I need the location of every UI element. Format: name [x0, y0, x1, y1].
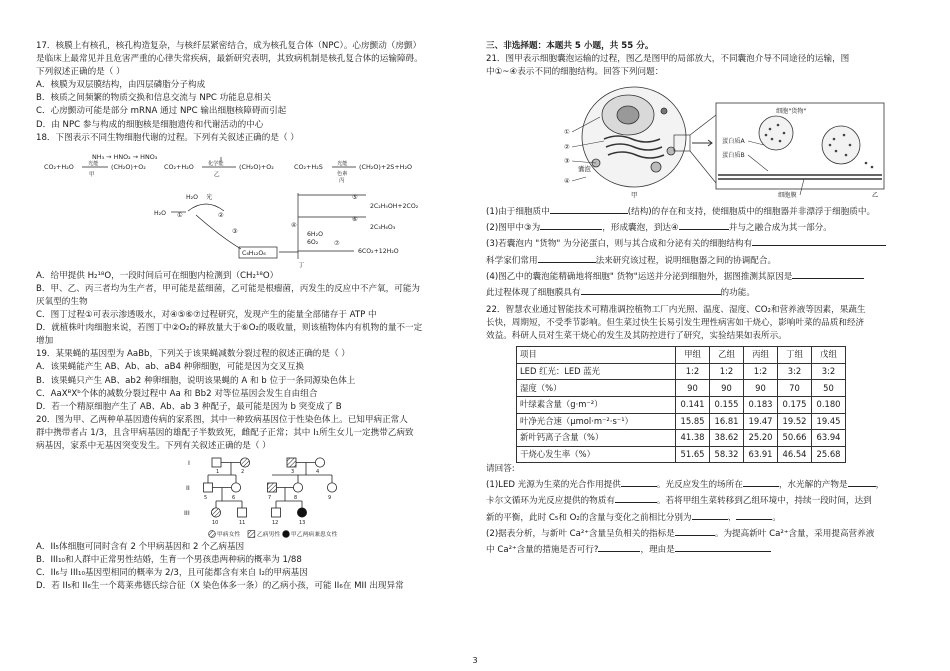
fig-protein-a: 蛋白质A [722, 138, 745, 146]
table-cell: 90 [676, 380, 710, 397]
i2-female [240, 458, 249, 467]
q21-sub3: (3)若囊泡内 "货物" 为分泌蛋白，则与其合成和分泌有关的细胞结构有 [486, 235, 916, 251]
q19-option-d: D．若一个精原细胞产生了 AB、Ab、ab 3 种配子，最可能是因为 b 突变成了 B [36, 401, 342, 412]
eq2-left: CO₂+H₂O [164, 162, 194, 171]
q22-answer-1a[interactable] [621, 476, 657, 487]
fig-cargo-label: 细胞"货物" [776, 108, 807, 116]
i4-female [315, 458, 324, 467]
table-row [517, 396, 846, 413]
svg-text:8: 8 [294, 495, 298, 502]
table-row [517, 430, 846, 447]
table-cell: 1:2 [710, 363, 744, 380]
step-6: ⑥ [352, 215, 358, 223]
table-cell: 19.47 [744, 413, 778, 430]
q22-answer-2a[interactable] [675, 525, 715, 536]
table-cell: 51.65 [676, 446, 710, 463]
section-3-heading: 三、非选择题：本题共 5 小题，共 55 分。 [486, 41, 654, 51]
q22-answer-1e[interactable] [692, 509, 728, 520]
q18-option-b-line2: 厌氧型的生物 [36, 296, 88, 307]
table-cell: 1:2 [676, 363, 710, 380]
q21-sub4: (4)图乙中的囊泡能精确地将细胞" 货物"运送并分泌到细胞外，据图推测其原因是 [486, 268, 916, 284]
iii13-female [297, 508, 306, 517]
table-row [517, 380, 846, 397]
q20-stem-line3: 病基因，家系中无基因突变发生。下列有关叙述正确的是（ ） [36, 440, 271, 451]
q18-option-a: A．给甲提供 H₂¹⁸O，一段时间后可在细胞内检测到（CH₂¹⁸O） [36, 270, 279, 281]
table-header: 丙组 [744, 347, 778, 364]
q19-option-b: B．该果蝇只产生 AB、ab2 种卵细胞，说明该果蝇的 A 和 b 位于一条同源染色体上 [36, 375, 356, 386]
q20-option-d: D．若 II₅和 II₆生一个葛莱弗德氏综合征（X 染色体多一条）的乙病小孩，可能 II₆在 MII 出现异常 [36, 581, 404, 592]
q18-option-b-line1: B．甲、乙、丙三者均为生产者，甲可能是蓝细菌，乙可能是根瘤菌，丙发生的反应中不产氧，可能为 [36, 283, 421, 294]
fig-vesicle-label: 囊泡 [578, 165, 591, 174]
q22-answer-1d[interactable] [615, 492, 657, 503]
q22-sub1-cont: 卡尔文循环为光反应提供的物质有 。若将甲组生菜转移到乙组环境中，持续一段时间，达到 [486, 492, 916, 508]
eq1-bottom: 甲 [89, 171, 95, 178]
q18-metabolism-figure [36, 145, 466, 270]
q21-answer-2a[interactable] [540, 219, 602, 230]
gen-3-label: III [184, 509, 190, 518]
q20-option-a: A．II₅体细胞可同时含有 2 个甲病基因和 2 个乙病基因 [36, 542, 245, 553]
q22-sub1-cont2: 新的平衡，此时 C₅和 O₂的含量与变化之前相比分别为 、 。 [486, 509, 916, 525]
step-4: ④ [291, 221, 297, 229]
q17-option-d: D．由 NPC 参与构成的细胞核是细胞遗传和代谢活动的中心 [36, 119, 264, 130]
q21-answer-4b[interactable] [581, 284, 721, 295]
table-cell: 0.183 [744, 396, 778, 413]
table-row [517, 413, 846, 430]
ii7-male [268, 483, 277, 492]
ding-glucose: C₆H₁₂O₆ [242, 249, 266, 257]
svg-text:9: 9 [328, 495, 332, 502]
legend-3: 甲乙两病兼患女性 [291, 532, 338, 539]
step-1: ① [177, 211, 183, 219]
svg-text:1: 1 [216, 469, 220, 476]
q22-answer-1c[interactable] [848, 476, 876, 487]
q21-stem-line1: 21．图甲表示细胞囊泡运输的过程，图乙是图甲的局部放大，不同囊泡介导不同途径的运输，图 [486, 54, 850, 65]
q21-sub4-cont: 此过程体现了细胞膜具有 的功能。 [486, 284, 916, 300]
table-cell: 0.155 [710, 396, 744, 413]
svg-text:3: 3 [291, 469, 295, 476]
table-cell: 叶净光合速（μmol·m⁻²·s⁻¹） [517, 413, 676, 430]
ii6-female [231, 483, 240, 492]
svg-text:10: 10 [212, 520, 219, 527]
table-row [517, 446, 846, 463]
q22-stem-line2: 长快，周期短，不受季节影响。但生菜过快生长易引发生理性病害如干烧心，影响叶菜的品质和经济 [486, 317, 865, 328]
q22-ask: 请回答: [486, 464, 515, 475]
svg-text:6: 6 [232, 495, 236, 502]
ding-light: 光 [206, 193, 213, 201]
q18-option-c: C．图丁过程①可表示渗透吸水，对④⑤⑥⑦过程研究，发现产生的能量全部储存于 ATP 中 [36, 310, 377, 321]
question-17 [36, 40, 466, 132]
step-2: ② [218, 211, 224, 219]
fig-jia-n3: ③ [564, 157, 570, 166]
ding-h2o-light: H₂O [186, 193, 199, 201]
q22-answer-1f[interactable] [736, 509, 772, 520]
q22-answer-2c[interactable] [675, 541, 771, 552]
q18-option-d-line2: 增加 [36, 336, 54, 347]
q17-stem-line3: 下列叙述正确的是（ ） [36, 67, 125, 78]
fig-yi-label: 乙 [872, 192, 879, 200]
q21-answer-1[interactable] [550, 203, 628, 214]
q21-sub2: (2)图甲中③为 ，形成囊泡，到达④ 并与之融合成为其一部分。 [486, 219, 916, 235]
q21-vesicle-figure [486, 79, 916, 203]
table-cell: 25.20 [744, 430, 778, 447]
svg-text:13: 13 [299, 520, 306, 527]
table-cell: 19.52 [778, 413, 812, 430]
step-7: ⑦ [334, 239, 340, 247]
ding-resp-oxygen: 6O₂ [307, 238, 319, 246]
table-cell: 0.175 [778, 396, 812, 413]
i3-male [287, 458, 296, 467]
table-cell: 63.94 [812, 430, 846, 447]
q22-sub1: (1)LED 光源为生菜的光合作用提供 。光反应发生的场所在 ，水光解的产物是 ， [486, 476, 916, 492]
q21-stem-line2: 中①~④表示不同的细胞结构。回答下列问题： [486, 67, 664, 78]
ii9-female [327, 483, 336, 492]
table-cell: 新叶钙离子含量（%） [517, 430, 676, 447]
table-cell: 3:2 [778, 363, 812, 380]
table-cell: 70 [778, 380, 812, 397]
ii5-male [204, 483, 213, 492]
eq2-right: (CH₂O)+O₂ [239, 162, 274, 171]
q22-answer-1b[interactable] [743, 476, 779, 487]
q19-option-c: C．AaXᴮXᵇ个体的减数分裂过程中 Aa 和 Bb2 对等位基因会发生自由组合 [36, 388, 318, 399]
q21-sub1: (1)由于细胞质中 (结构)的存在和支持，使细胞质中的细胞器并非漂浮于细胞质中。 [486, 203, 916, 219]
q20-option-c: C．II₆与 III₁₀基因型相同的概率为 2/3，且可能都含有来自 I₂的甲病基因 [36, 568, 308, 579]
table-cell: 1:2 [744, 363, 778, 380]
table-cell: 46.54 [778, 446, 812, 463]
ding-label: 丁 [298, 261, 305, 269]
table-cell: 58.32 [710, 446, 744, 463]
question-21 [486, 53, 916, 300]
table-cell: 50 [812, 380, 846, 397]
question-19 [36, 348, 466, 413]
q20-pedigree-figure [36, 453, 466, 541]
page-number: 3 [472, 656, 478, 665]
q22-answer-2b[interactable] [598, 541, 640, 552]
q21-answer-3b[interactable] [538, 252, 596, 263]
eq1-right: (CH₂O)+O₂ [111, 162, 146, 171]
q21-answer-4a[interactable] [792, 268, 864, 279]
table-cell: 41.38 [676, 430, 710, 447]
table-cell: 15.85 [676, 413, 710, 430]
table-cell: 3:2 [812, 363, 846, 380]
q20-stem-line2: 群中携带者占 1/3，且含甲病基因的雄配子半数致死，雌配子正常；其中 I₁所生女儿一定携带乙病致 [36, 427, 414, 438]
step-3: ③ [232, 227, 238, 235]
eq2-top: 化学能 [208, 160, 224, 167]
q21-sub3-cont: 科学家们常用 法来研究该过程，说明细胞器之间的协调配合。 [486, 252, 916, 268]
i1-male [212, 458, 221, 467]
q17-stem-line1: 17．核膜上有核孔，核孔构造复杂，与核纤层紧密结合，成为核孔复合体（NPC）。心房颤动（房颤） [36, 41, 422, 51]
table-header: 丁组 [778, 347, 812, 364]
table-header: 甲组 [676, 347, 710, 364]
eq2-bottom: 乙 [214, 171, 220, 178]
q22-stem-line1: 22．智慧农业通过智能技术可精准调控植物工厂内光照、温度、湿度、CO₂和营养液等因素，果蔬生 [486, 304, 866, 315]
ding-lactic: 2C₃H₆O₃ [370, 223, 396, 231]
question-20 [36, 414, 466, 594]
svg-text:7: 7 [268, 495, 272, 502]
table-cell: 19.45 [812, 413, 846, 430]
svg-text:5: 5 [204, 495, 208, 502]
eq3-right: (CH₂O)+2S+H₂O [359, 162, 413, 171]
table-header-row [517, 347, 846, 364]
table-cell: 叶绿素含量（g·m⁻²） [517, 396, 676, 413]
table-header: 乙组 [710, 347, 744, 364]
table-header: 项目 [517, 347, 676, 364]
legend-1: 甲病女性 [217, 532, 241, 539]
table-cell: 25.68 [812, 446, 846, 463]
iii10-female [211, 508, 220, 517]
q17-option-b: B．核质之间频繁的物质交换和信息交流与 NPC 功能息息相关 [36, 93, 272, 104]
q20-stem-line1: 20．图为甲、乙两种单基因遗传病的家系图，其中一种致病基因位于性染色体上。已知甲病正常人 [36, 414, 408, 425]
fig-jia-n2: ② [564, 143, 570, 152]
svg-text:4: 4 [316, 469, 320, 476]
iii11-male [238, 508, 247, 517]
table-cell: 0.180 [812, 396, 846, 413]
gen-2-label: II [186, 484, 190, 493]
iii12-male [272, 508, 281, 517]
fig-membrane-label: 细胞膜 [778, 192, 797, 200]
eq1-top: 光能 [88, 160, 99, 167]
question-22 [486, 304, 916, 557]
fig-protein-b: 蛋白质B [722, 152, 745, 160]
ding-resp-output: 6CO₂+12H₂O [358, 247, 399, 255]
q18-stem: 18．下图表示不同生物细胞代谢的过程。下列有关叙述正确的是（ ） [36, 132, 299, 143]
fig-jia-n4: ④ [564, 177, 570, 186]
legend-2: 乙病男性 [257, 532, 281, 539]
table-cell: 干烧心发生率（%） [517, 446, 676, 463]
eq3-bottom: 丙 [339, 177, 345, 184]
table-header: 戊组 [812, 347, 846, 364]
ii8-female [293, 483, 302, 492]
eq3-left: CO₂+H₂S [294, 162, 323, 171]
eq3-top: 光能 [337, 160, 348, 167]
q21-answer-2b[interactable] [679, 219, 729, 230]
q22-sub2-cont: 中 Ca²⁺含量的措施是否可行? ，理由是 [486, 541, 916, 557]
table-cell: 16.81 [710, 413, 744, 430]
q22-results-table [516, 346, 846, 463]
table-cell: 湿度（%） [517, 380, 676, 397]
gen-1-label: I [188, 459, 190, 468]
fig-jia-n1: ① [564, 128, 570, 137]
left-column [36, 40, 466, 593]
step-5: ⑤ [352, 193, 358, 201]
table-row [517, 363, 846, 380]
ding-resp-water: 6H₂O [307, 230, 323, 238]
q22-sub2: (2)据表分析，与新叶 Ca²⁺含量呈负相关的指标是 。为提高新叶 Ca²⁺含量，采用提高营养液 [486, 525, 916, 541]
fig-jia-label: 甲 [631, 191, 638, 200]
table-cell: 50.66 [778, 430, 812, 447]
ding-ethanol: 2C₂H₅OH+2CO₂ [370, 202, 419, 210]
eq2-nitrogen-chain: NH₃ → HNO₂ → HNO₃ [92, 152, 158, 161]
eq1-left: CO₂+H₂O [44, 162, 74, 171]
table-cell: LED 红光：LED 蓝光 [517, 363, 676, 380]
q17-stem-line2: 是临床上最常见并且危害严重的心律失常疾病，最新研究表明，其致病机制是核孔复合体的运输障碍。 [36, 54, 423, 65]
table-cell: 38.62 [710, 430, 744, 447]
table-cell: 0.141 [676, 396, 710, 413]
table-cell: 90 [744, 380, 778, 397]
svg-text:12: 12 [272, 520, 279, 527]
q17-option-c: C．心房颤动可能是部分 mRNA 通过 NPC 输出细胞核障碍而引起 [36, 106, 287, 117]
svg-text:11: 11 [239, 520, 246, 527]
q19-stem: 19．某果蝇的基因型为 AaBb，下列关于该果蝇减数分裂过程的叙述正确的是（ ） [36, 349, 350, 360]
table-cell: 63.91 [744, 446, 778, 463]
question-18 [36, 132, 466, 349]
svg-text:2: 2 [241, 469, 245, 476]
table-cell: 90 [710, 380, 744, 397]
q22-stem-line3: 效益。科研人员对生菜干烧心的发生及其防控进行了研究，实验结果如表所示。 [486, 331, 787, 342]
q21-answer-3a[interactable] [752, 235, 886, 246]
ding-h2o: H₂O [154, 209, 167, 217]
q20-option-b: B．III₁₀和人群中正常男性结婚，生育一个男孩患两种病的概率为 1/88 [36, 555, 302, 566]
right-column [486, 40, 916, 557]
eq3-mid: 色素 [337, 170, 348, 177]
q19-option-a: A．该果蝇能产生 AB、Ab、ab、aB4 种卵细胞，可能是因为交叉互换 [36, 362, 305, 373]
q18-option-d-line1: D．就植株叶肉细胞来说，若图丁中②O₂的释放量大于⑥O₂的吸收量，则该植物体内有机物的量不一定 [36, 323, 423, 334]
q17-option-a: A．核膜为双层膜结构，由四层磷脂分子构成 [36, 80, 206, 91]
